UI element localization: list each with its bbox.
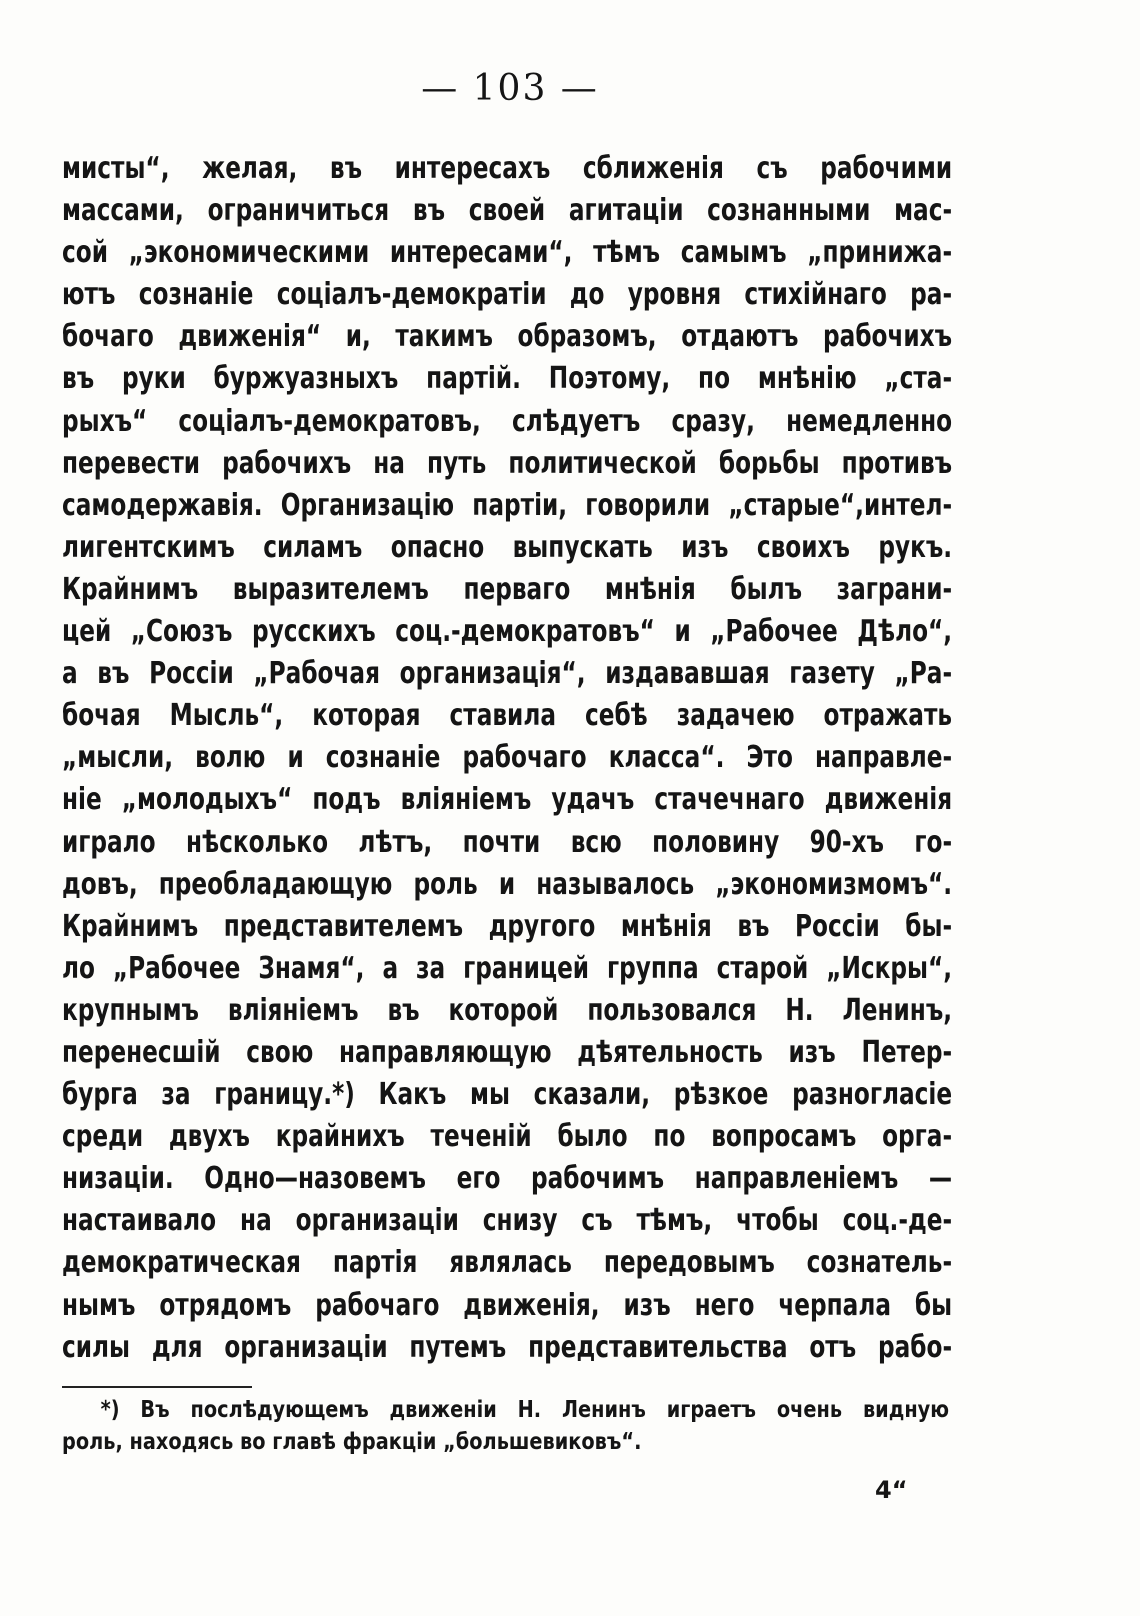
footnote-line: *) Въ послѣдующемъ движеніи Н. Ленинъ играетъ очень видную	[100, 1397, 950, 1423]
printer-signature-mark: 4“	[875, 1476, 908, 1504]
text-line: крупнымъ вліяніемъ въ которой пользовался Н. Ленинъ,	[62, 992, 953, 1028]
text-line: Крайнимъ выразителемъ перваго мнѣнія былъ заграни-	[62, 571, 953, 607]
text-line: мисты“, желая, въ интересахъ сближенія съ рабочими	[62, 151, 953, 186]
text-line: довъ, преобладающую роль и называлось „экономизмомъ“.	[62, 866, 953, 902]
text-line: силы для организаціи путемъ представительства отъ рабо-	[62, 1329, 953, 1365]
text-line: лигентскимъ силамъ опасно выпускать изъ своихъ рукъ.	[62, 529, 953, 565]
text-line: перенесшій свою направляющую дѣятельность изъ Петер-	[62, 1034, 953, 1070]
footnote	[62, 1394, 952, 1458]
text-line: „мысли, волю и сознаніе рабочаго класса“. Это направле-	[62, 740, 953, 776]
footnote-divider	[62, 1386, 252, 1388]
text-line: а въ Россіи „Рабочая организація“, издававшая газету „Ра-	[62, 656, 953, 692]
footnote-line: роль, находясь во главѣ фракціи „большевиковъ“.	[62, 1429, 642, 1455]
text-line: бочая Мысль“, которая ставила себѣ задачею отражать	[62, 698, 953, 734]
text-line: бочаго движенія“ и, такимъ образомъ, отдаютъ рабочихъ	[62, 319, 953, 355]
text-line: низаціи. Одно—назовемъ его рабочимъ направленіемъ —	[62, 1161, 953, 1197]
text-line: настаивало на организаціи снизу съ тѣмъ, чтобы соц.-де-	[62, 1203, 953, 1239]
text-line: ніе „молодыхъ“ подъ вліяніемъ удачъ стачечнаго движенія	[62, 782, 953, 818]
text-line: массами, ограничиться въ своей агитаціи сознанными мас-	[62, 193, 953, 229]
text-line: въ руки буржуазныхъ партій. Поэтому, по мнѣнію „ста-	[62, 361, 953, 397]
text-line: бурга за границу.*) Какъ мы сказали, рѣзкое разногласіе	[62, 1077, 953, 1113]
text-line: демократическая партія являлась передовымъ сознатель-	[62, 1245, 953, 1281]
text-line: ютъ сознаніе соціалъ-демократіи до уровня стихійнаго ра-	[62, 277, 953, 313]
text-line: нымъ отрядомъ рабочаго движенія, изъ него черпала бы	[62, 1287, 953, 1323]
text-line: среди двухъ крайнихъ теченій было по вопросамъ орга-	[62, 1119, 953, 1155]
body-text	[62, 148, 952, 1369]
text-line: рыхъ“ соціалъ-демократовъ, слѣдуетъ сразу, немедленно	[62, 403, 953, 439]
text-line: самодержавія. Организацію партіи, говорили „старые“,интел-	[62, 487, 953, 523]
text-line: играло нѣсколько лѣтъ, почти всю половину 90-хъ го-	[62, 824, 953, 860]
text-line: сой „экономическими интересами“, тѣмъ самымъ „принижа-	[62, 235, 953, 271]
text-line: ло „Рабочее Знамя“, а за границей группа старой „Искры“,	[62, 950, 953, 986]
page-number: — 103 —	[421, 68, 599, 109]
text-line: Крайнимъ представителемъ другого мнѣнія въ Россіи бы-	[62, 908, 953, 944]
text-line: цей „Союзъ русскихъ соц.-демократовъ“ и „Рабочее Дѣло“,	[62, 614, 953, 650]
text-line: перевести рабочихъ на путь политической борьбы противъ	[62, 445, 953, 481]
